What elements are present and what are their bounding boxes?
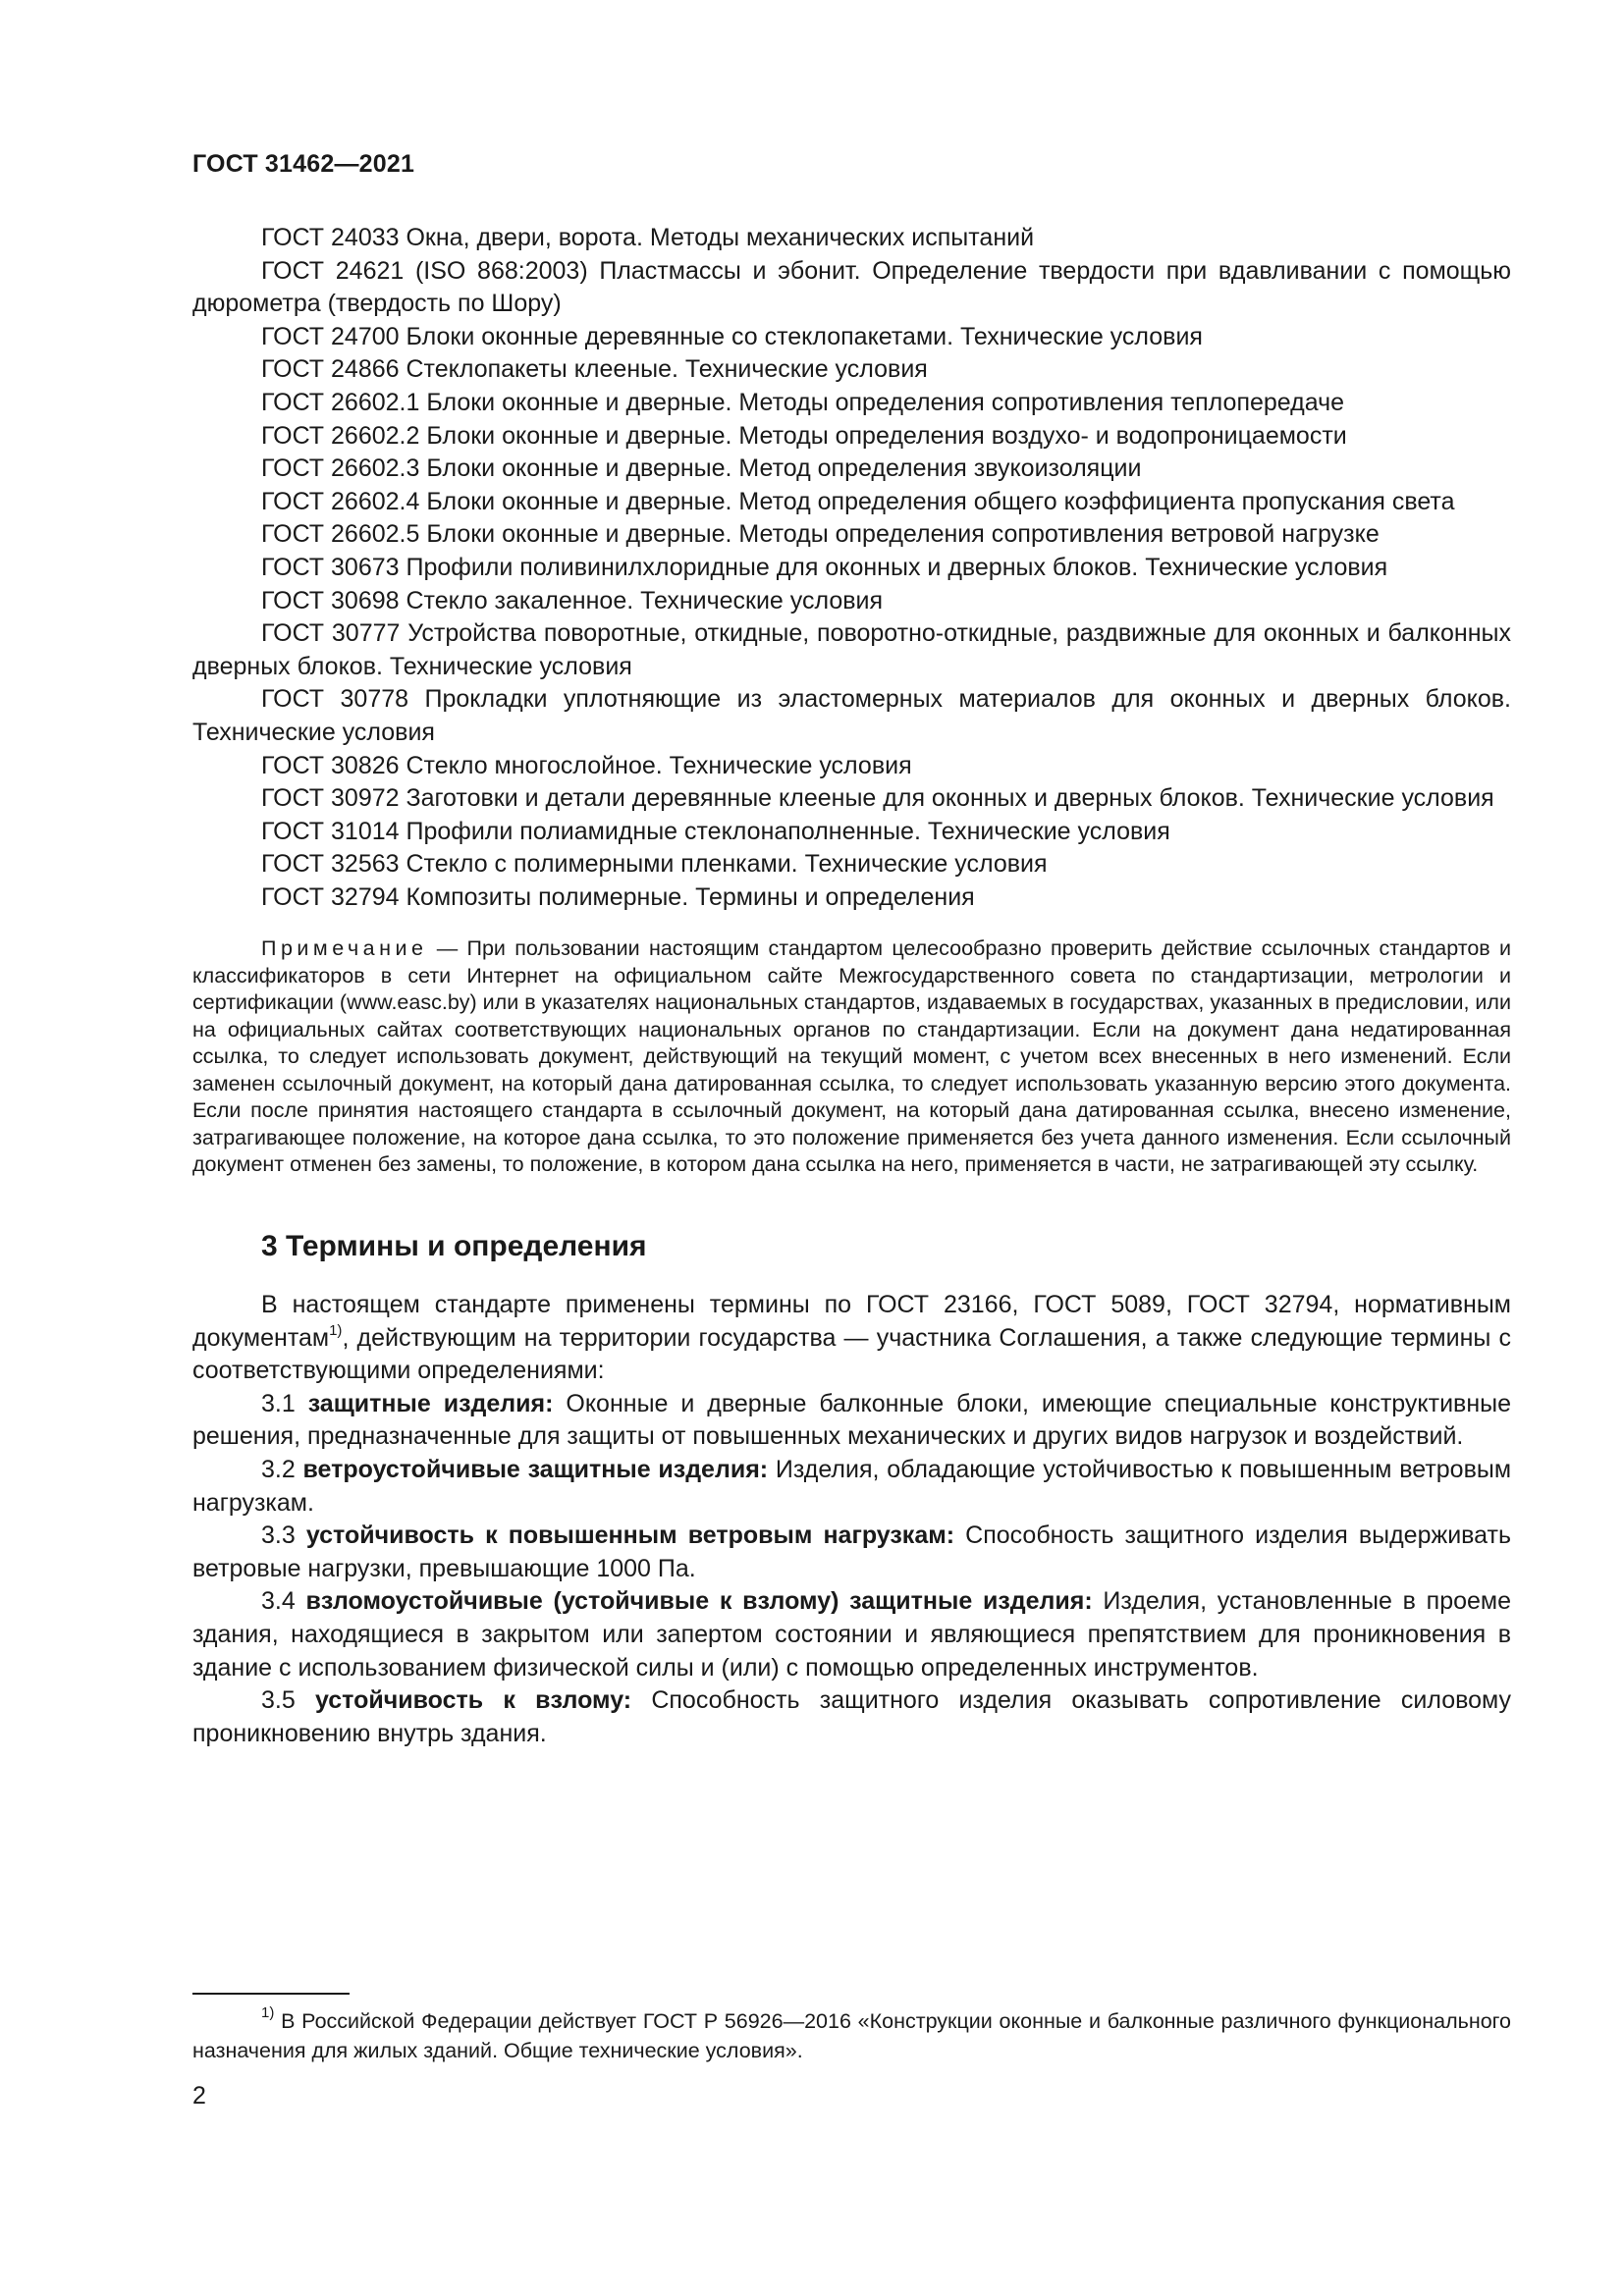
term-name: ветроустойчивые защитные изделия: [302,1455,769,1483]
section-intro [192,1289,1511,1388]
footnote-text [192,2006,1511,2065]
term-definition: Изделия, обладающие устойчивостью к повышенным ветровым нагрузкам. [192,1455,1512,1517]
footnote-mark: 1) [261,2004,275,2021]
page-number: 2 [192,2082,206,2109]
term-definition: Изделия, установленные в проеме здания, находящиеся в закрытом или запертом состоянии и являющиеся препятствием для проникновения в здание с использованием физической силы и (или) с помощью определенных инструментов. [192,1587,1512,1682]
reference-item: ГОСТ 24033 Окна, двери, ворота. Методы механических испытаний [261,224,1035,251]
term-name: взломоустойчивые (устойчивые к взлому) защитные изделия: [305,1587,1093,1616]
section-title: 3 Термины и определения [261,1229,647,1262]
document-header: ГОСТ 31462—2021 [192,150,415,178]
reference-item: ГОСТ 24621 (ISO 868:2003) Пластмассы и эбонит. Определение твердости при вдавливании с помощью дюрометра (твердость по Шору) [192,256,1511,318]
terms-section [192,1289,1511,1750]
reference-item: ГОСТ 26602.2 Блоки оконные и дверные. Методы определения воздухо- и водопроницаемости [261,421,1347,450]
intro-text-continued: , действующим на территории государства — участника Соглашения, а также следующие термины с соответствующими определениями: [192,1323,1511,1385]
term-entry [192,1454,1511,1520]
term-number: 3.3 [261,1522,306,1550]
reference-item: ГОСТ 24700 Блоки оконные деревянные со стеклопакетами. Технические условия [261,322,1203,350]
reference-item: ГОСТ 30777 Устройства поворотные, откидные, поворотно-откидные, раздвижные для оконных и балконных дверных блоков. Технические условия [192,619,1511,680]
term-number: 3.1 [261,1389,308,1417]
term-name: устойчивость к взлому: [314,1686,632,1715]
term-definition: Способность защитного изделия оказывать сопротивление силовому проникновению внутрь здания. [192,1686,1511,1747]
footnote-divider [192,1993,350,1995]
reference-item: ГОСТ 26602.5 Блоки оконные и дверные. Методы определения сопротивления ветровой нагрузке [261,520,1380,549]
reference-item: ГОСТ 26602.4 Блоки оконные и дверные. Метод определения общего коэффициента пропускания света [261,487,1455,515]
term-entry [192,1585,1511,1684]
footnote-body: В Российской Федерации действует ГОСТ Р 56926—2016 «Конструкции оконные и балконные различного функционального назначения для жилых зданий. Общие технические условия». [192,2009,1511,2062]
normative-references-list [192,222,1511,914]
reference-item: ГОСТ 32794 Композиты полимерные. Термины и определения [261,882,975,911]
term-definition: Оконные и дверные балконные блоки, имеющие специальные конструктивные решения, предназначенные для защиты от повышенных механических и других видов нагрузок и воздействий. [192,1389,1512,1451]
term-entry [192,1684,1511,1750]
reference-item: ГОСТ 30698 Стекло закаленное. Технические условия [261,586,884,614]
reference-item: ГОСТ 26602.3 Блоки оконные и дверные. Метод определения звукоизоляции [261,454,1142,483]
term-number: 3.4 [261,1587,306,1616]
footnote-marker: 1) [329,1321,343,1339]
reference-item: ГОСТ 26602.1 Блоки оконные и дверные. Методы определения сопротивления теплопередаче [261,388,1345,416]
reference-item: ГОСТ 31014 Профили полиамидные стеклонаполненные. Технические условия [261,817,1170,845]
page-content [192,222,1511,1750]
reference-item: ГОСТ 24866 Стеклопакеты клееные. Технические условия [261,355,928,384]
term-number: 3.5 [261,1686,315,1715]
reference-item: ГОСТ 30778 Прокладки уплотняющие из эластомерных материалов для оконных и дверных блоков. Технические условия [192,685,1511,746]
reference-note [192,935,1511,1179]
intro-text: В настоящем стандарте применены термины по ГОСТ 23166, ГОСТ 5089, ГОСТ 32794, нормативным документам [192,1290,1511,1352]
term-number: 3.2 [261,1455,303,1483]
term-definition: Способность защитного изделия выдерживать ветровые нагрузки, превышающие 1000 Па. [192,1522,1512,1582]
reference-item: ГОСТ 30673 Профили поливинилхлоридные для оконных и дверных блоков. Технические условия [261,553,1388,581]
term-name: устойчивость к повышенным ветровым нагрузкам: [305,1522,955,1550]
term-entry [192,1388,1511,1454]
reference-item: ГОСТ 30826 Стекло многослойное. Технические условия [261,751,912,779]
note-paragraph [192,935,1511,1179]
note-text: — При пользовании настоящим стандартом целесообразно проверить действие ссылочных стандартов и классификаторов в сети Интернет на официальном сайте Межгосударственного совета по стандартизации, метрологии и сертификации (www.easc.by) или в указателях национальных стандартов, издаваемых в государствах, указанных в предисловии, или на официальных сайтах соответствующих национальных органов по стандартизации. Если на документ дана недатированная ссылка, то следует использовать документ, действующий на текущий момент, с учетом всех внесенных в него изменений. Если заменен ссылочный документ, на который дана датированная ссылка, то следует использовать указанную версию этого документа. Если после принятия настоящего стандарта в ссылочный документ, на который дана датированная ссылка, внесено изменение, затрагивающее положение, на которое дана ссылка, то это положение применяется без учета данного изменения. Если ссылочный документ отменен без замены, то положение, в котором дана ссылка на него, применяется в части, не затрагивающей эту ссылку. [192,936,1511,1177]
term-entry [192,1520,1511,1585]
reference-item: ГОСТ 32563 Стекло с полимерными пленками. Технические условия [261,850,1048,879]
note-label: Примечание [261,936,428,961]
reference-item: ГОСТ 30972 Заготовки и детали деревянные клееные для оконных и дверных блоков. Технические условия [261,784,1494,813]
footnote [192,2006,1511,2065]
term-name: защитные изделия: [307,1389,554,1417]
